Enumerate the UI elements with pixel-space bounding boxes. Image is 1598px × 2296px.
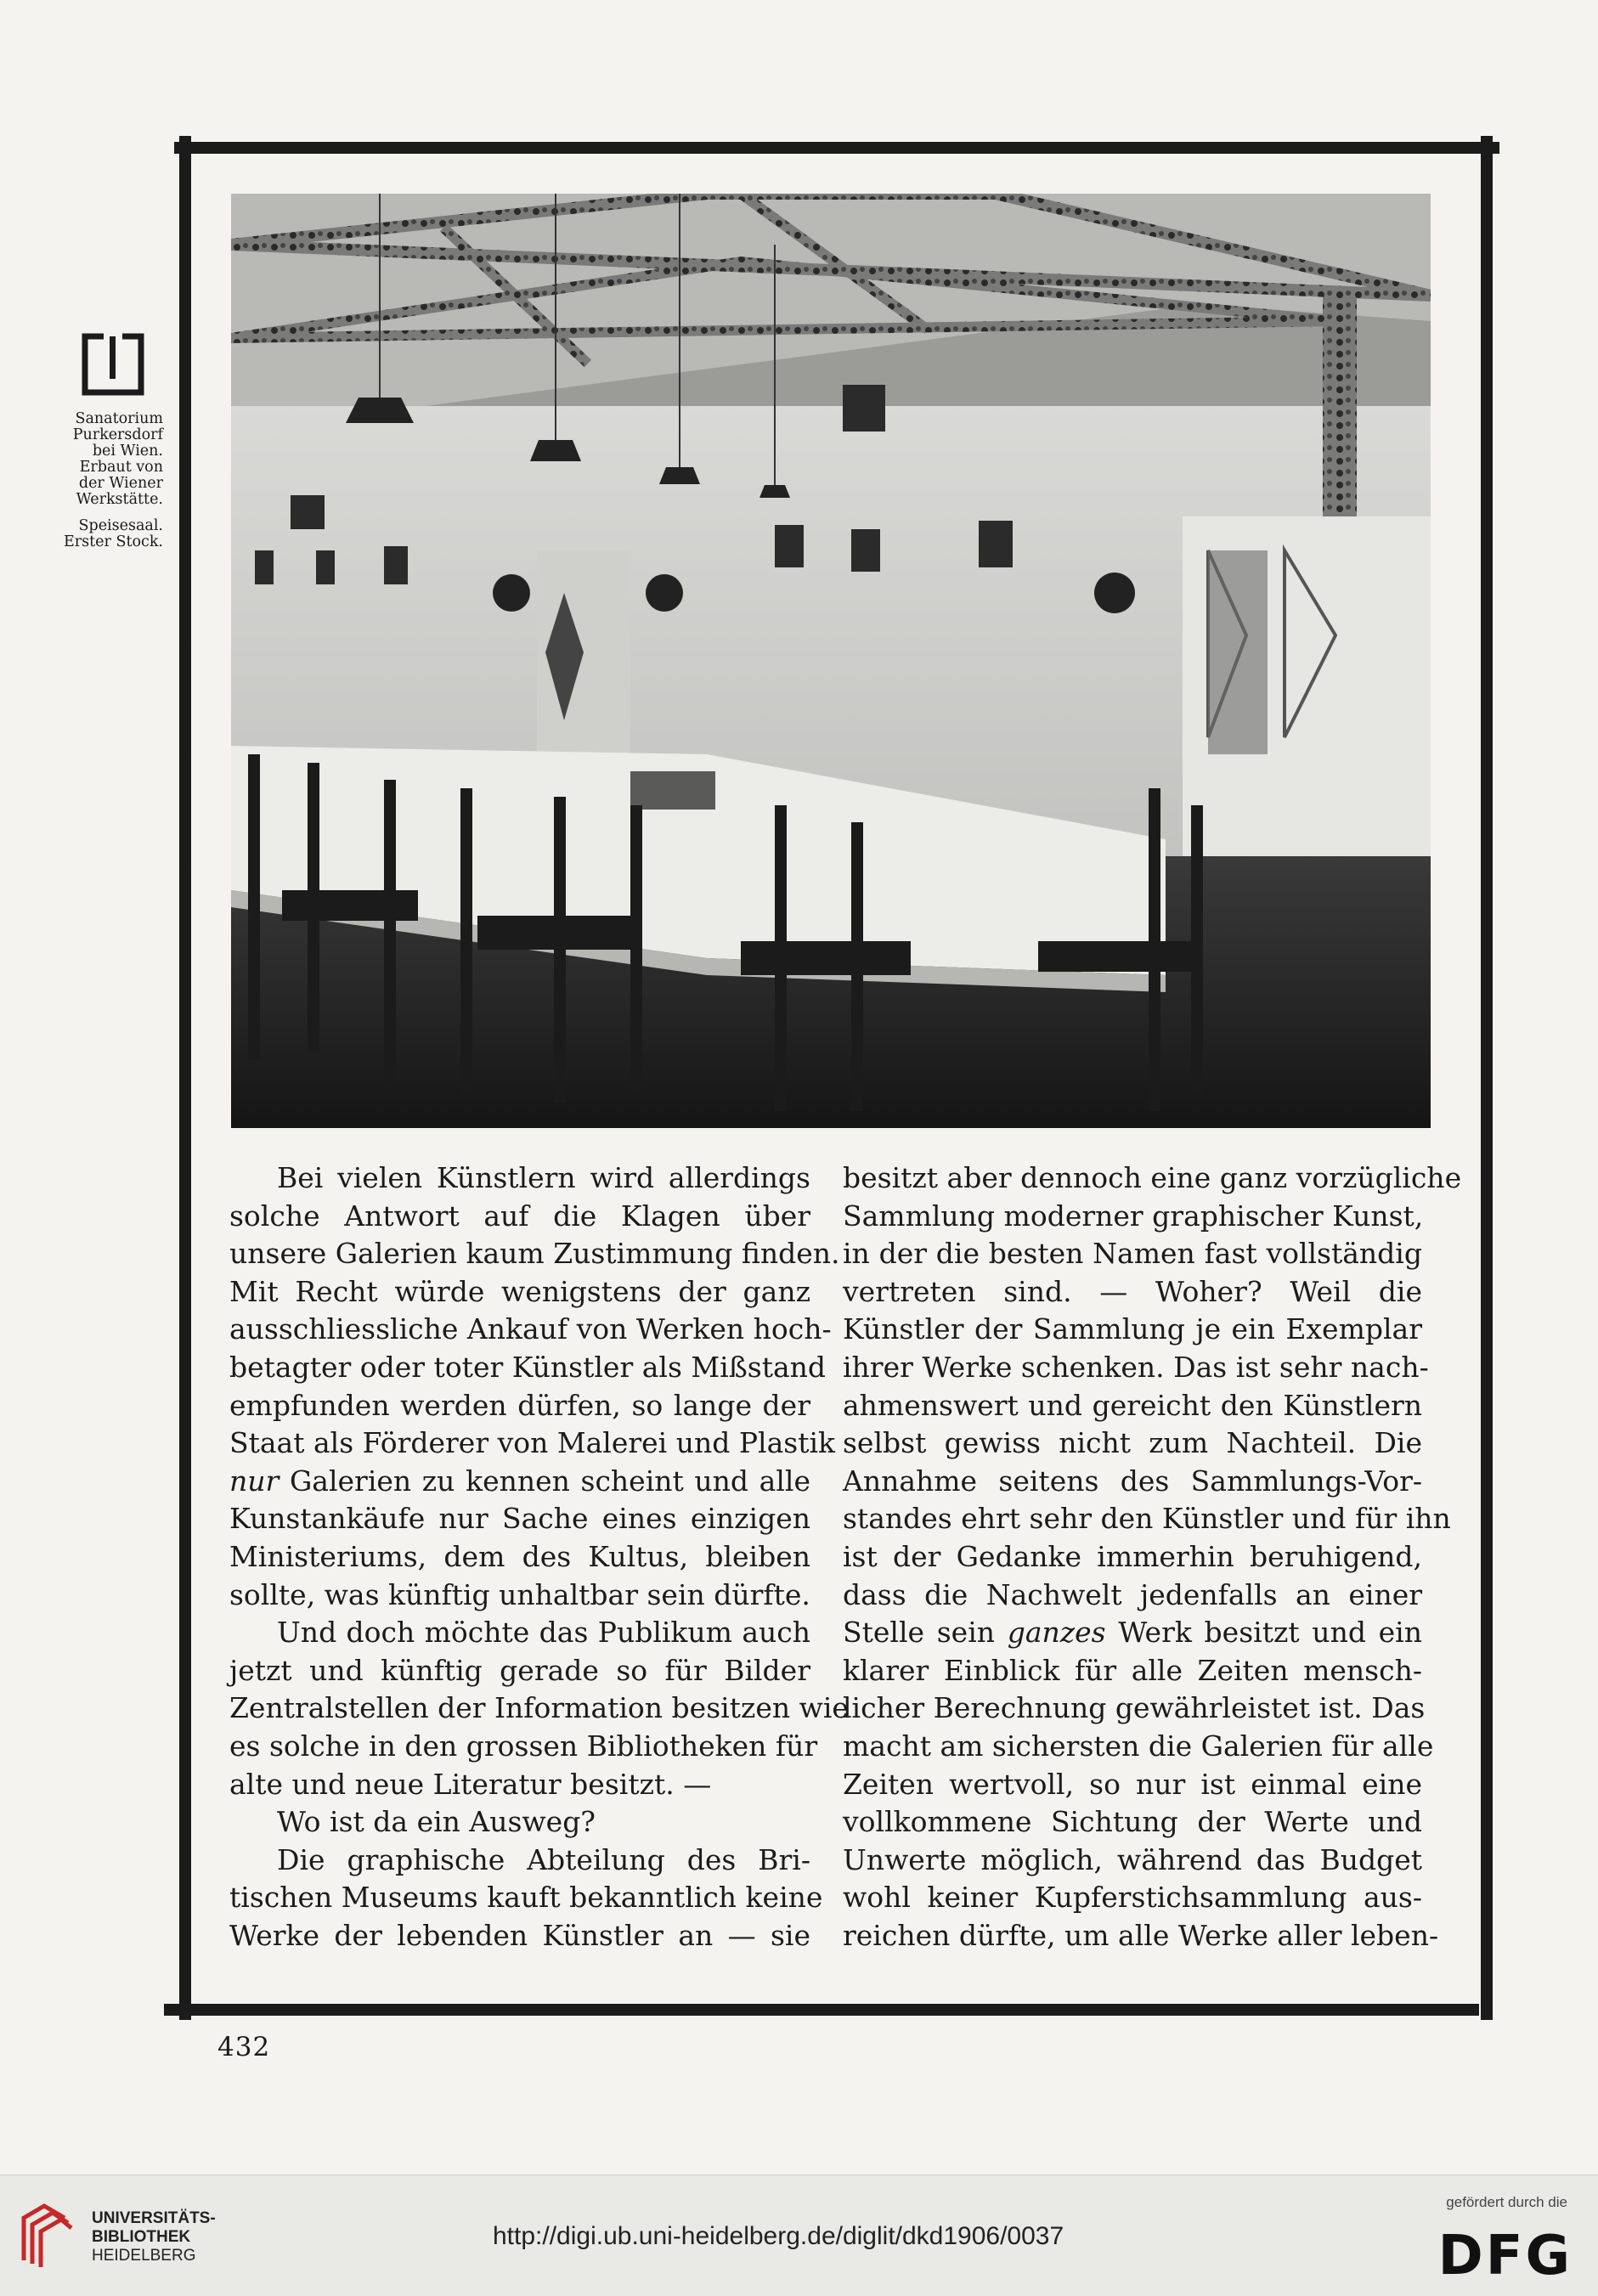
caption-line: bei Wien. bbox=[92, 443, 163, 460]
permalink-url[interactable]: http://digi.ub.uni-heidelberg.de/diglit/dkd1906/0037 bbox=[493, 2222, 1064, 2250]
text-line: Mit Recht würde wenigstens der ganz bbox=[229, 1274, 810, 1308]
dfg-logo[interactable]: DFG bbox=[1437, 2225, 1573, 2288]
text-line: Zentralstellen der Information besitzen wie bbox=[229, 1691, 849, 1725]
dining-hall-photograph bbox=[231, 194, 1431, 1128]
text-line: Die graphische Abteilung des Bri- bbox=[277, 1842, 810, 1876]
institution-line: HEIDELBERG bbox=[92, 2247, 196, 2265]
text-line: reichen dürfte, um alle Werke aller leben- bbox=[843, 1918, 1439, 1952]
text-fragment: Galerien zu kennen scheint und alle bbox=[289, 1464, 810, 1498]
caption-room-line: Speisesaal. bbox=[78, 517, 163, 534]
institution-line: UNIVERSITÄTS- bbox=[92, 2209, 216, 2227]
footer-bar bbox=[0, 2175, 1598, 2296]
caption-line: Werkstätte. bbox=[76, 491, 163, 508]
text-line: vertreten sind. — Woher? Weil die bbox=[843, 1274, 1422, 1308]
text-line: macht am sichersten die Galerien für alle bbox=[843, 1729, 1434, 1763]
text-column-left bbox=[229, 1159, 849, 1955]
italic-word: nur bbox=[229, 1464, 280, 1498]
text-line: betagter oder toter Künstler als Mißstand bbox=[229, 1350, 827, 1384]
italic-word: ganzes bbox=[1007, 1616, 1106, 1650]
text-fragment: Stelle sein bbox=[843, 1616, 996, 1650]
text-line: solche Antwort auf die Klagen über bbox=[229, 1199, 810, 1233]
ornamental-border-bottom bbox=[164, 1998, 1479, 2022]
page-number: 432 bbox=[217, 2032, 271, 2062]
caption-line: Erbaut von bbox=[79, 459, 163, 476]
text-line: selbst gewiss nicht zum Nachteil. Die bbox=[843, 1426, 1422, 1460]
text-line: klarer Einblick für alle Zeiten mensch- bbox=[843, 1653, 1422, 1687]
text-column-right bbox=[843, 1159, 1462, 1955]
caption-line: Purkersdorf bbox=[72, 426, 163, 443]
text-line bbox=[229, 1463, 810, 1501]
ornamental-border-left bbox=[174, 136, 196, 2020]
text-line: alte und neue Literatur besitzt. — bbox=[229, 1767, 712, 1801]
text-line: vollkommene Sichtung der Werte und bbox=[843, 1805, 1422, 1839]
text-fragment: Werk besitzt und ein bbox=[1118, 1616, 1422, 1650]
text-line: sollte, was künftig unhaltbar sein dürfte. bbox=[229, 1577, 810, 1611]
institution-line: BIBLIOTHEK bbox=[92, 2228, 191, 2246]
caption-line: der Wiener bbox=[78, 475, 163, 492]
text-line: Zeiten wertvoll, so nur ist einmal eine bbox=[843, 1767, 1422, 1801]
wiener-werkstaette-logo bbox=[82, 333, 144, 396]
text-line: jetzt und künftig gerade so für Bilder bbox=[229, 1653, 810, 1687]
caption-line: Sanatorium bbox=[75, 410, 163, 427]
text-line: ausschliessliche Ankauf von Werken hoch- bbox=[229, 1312, 832, 1346]
ornamental-border-right bbox=[1476, 136, 1498, 2020]
text-line: Bei vielen Künstlern wird allerdings bbox=[277, 1161, 810, 1194]
text-line: ahmenswert und gereicht den Künstlern bbox=[843, 1388, 1422, 1422]
text-line: licher Berechnung gewährleistet ist. Das bbox=[843, 1691, 1426, 1725]
text-line: besitzt aber dennoch eine ganz vorzügliche bbox=[843, 1161, 1462, 1194]
image-caption bbox=[48, 411, 163, 550]
text-line: Annahme seitens des Sammlungs-Vor- bbox=[843, 1464, 1422, 1498]
text-line: Werke der lebenden Künstler an — sie bbox=[229, 1918, 810, 1952]
text-line: ihrer Werke schenken. Das ist sehr nach- bbox=[843, 1350, 1429, 1384]
institution-name bbox=[92, 2209, 216, 2265]
text-line: standes ehrt sehr den Künstler und für ihn bbox=[843, 1502, 1451, 1536]
ornamental-border-top bbox=[174, 136, 1499, 160]
text-line: unsere Galerien kaum Zustimmung finden. bbox=[229, 1237, 840, 1271]
text-line: Sammlung moderner graphischer Kunst, bbox=[843, 1199, 1424, 1233]
text-line: Und doch möchte das Publikum auch bbox=[277, 1616, 810, 1650]
text-line: dass die Nachwelt jedenfalls an einer bbox=[843, 1577, 1422, 1611]
text-line: tischen Museums kauft bekanntlich keine bbox=[229, 1881, 823, 1915]
text-line: wohl keiner Kupferstichsammlung aus- bbox=[843, 1881, 1422, 1915]
text-line: Kunstankäufe nur Sache eines einzigen bbox=[229, 1502, 810, 1536]
text-line: ist der Gedanke immerhin beruhigend, bbox=[843, 1539, 1422, 1573]
text-line bbox=[843, 1614, 1422, 1652]
text-line: in der die besten Namen fast vollständig bbox=[843, 1237, 1422, 1271]
text-line: Künstler der Sammlung je ein Exemplar bbox=[843, 1312, 1422, 1346]
text-line: Unwerte möglich, während das Budget bbox=[843, 1842, 1422, 1876]
sponsor-text: gefördert durch die bbox=[1446, 2194, 1567, 2210]
caption-room-line: Erster Stock. bbox=[64, 533, 163, 550]
text-line: es solche in den grossen Bibliotheken für bbox=[229, 1729, 818, 1763]
ub-heidelberg-logo-icon[interactable] bbox=[19, 2201, 73, 2269]
text-line: empfunden werden dürfen, so lange der bbox=[229, 1388, 810, 1422]
text-line: Ministeriums, dem des Kultus, bleiben bbox=[229, 1539, 810, 1573]
text-line: Staat als Förderer von Malerei und Plastik bbox=[229, 1426, 836, 1460]
text-line: Wo ist da ein Ausweg? bbox=[277, 1805, 596, 1839]
